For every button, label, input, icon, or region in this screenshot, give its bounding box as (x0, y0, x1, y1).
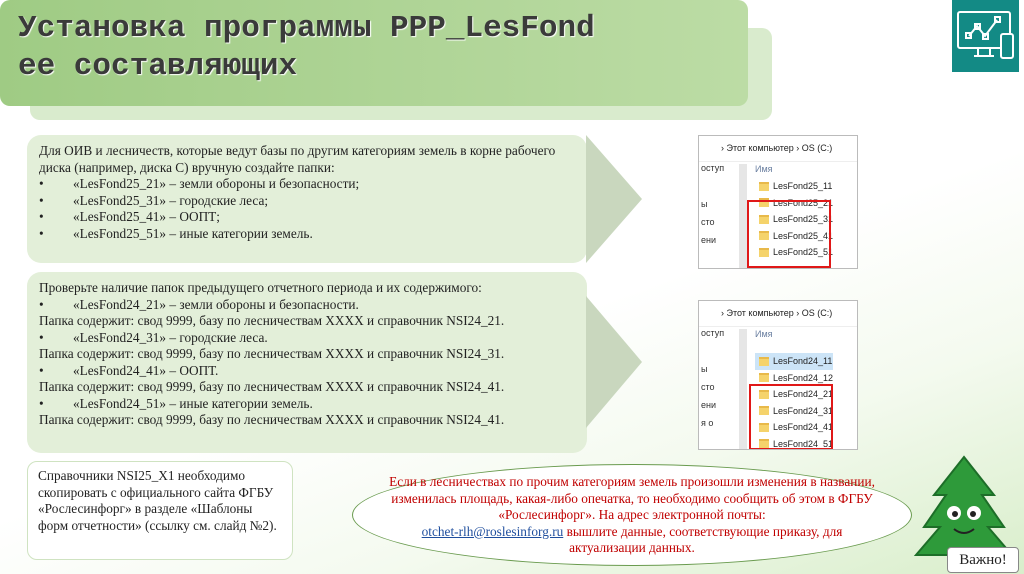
bullet: • (39, 362, 44, 378)
reference-note: Справочники NSI25_X1 необходимо скопировать с официального сайта ФГБУ «Рослесинфорг» в разделе «Шаблоны форм отчетности» (ссылку см. слайд №2). (27, 461, 293, 560)
folder-item[interactable] (755, 353, 833, 370)
folder-name: LesFond24_12 (773, 372, 834, 383)
bullet-item (39, 176, 575, 193)
alert-text-2: вышлите данные, соответствующие приказу, для актуализации данных. (563, 523, 843, 555)
line-text: Папка содержит: свод 9999, базу по лесничествам ХХХХ и справочник NSI24_31. (39, 346, 505, 361)
check-folders-intro: Проверьте наличие папок предыдущего отчетного периода и их содержимого: (39, 280, 482, 295)
bullet-item (39, 209, 575, 226)
bullet-text: «LesFond25_51» – иные категории земель. (73, 225, 313, 241)
nav-pane-item: сто (701, 382, 715, 392)
folder-name: LesFond24_41 (773, 422, 834, 433)
explorer-screenshot-2024 (698, 300, 858, 450)
folder-name: LesFond24_11 (773, 356, 833, 367)
breadcrumb: › Этот компьютер › OS (C:) (699, 136, 857, 162)
important-badge: Важно! (947, 547, 1019, 573)
bullet-item (39, 297, 575, 314)
create-folders-intro: Для ОИВ и лесничеств, которые ведут базы по другим категориям земель в корне рабочего диска (например, диска С) вручную создайте папки: (39, 143, 556, 175)
bullet-text: «LesFond25_31» – городские леса; (73, 192, 269, 208)
create-folders-box (27, 135, 587, 263)
page-title (0, 0, 748, 106)
bullet-text: «LesFond25_21» – земли обороны и безопасности; (73, 176, 360, 191)
bullet: • (39, 225, 44, 241)
bullet-item (39, 363, 575, 380)
line-text: «LesFond24_41» – ООПТ. (73, 362, 219, 378)
arrow-right-icon (586, 135, 642, 263)
folder-name: LesFond24_21 (773, 389, 834, 400)
folder-contents (39, 346, 575, 363)
check-folders-box (27, 272, 587, 453)
nav-pane-item: ы (701, 199, 708, 209)
bullet: • (39, 329, 44, 345)
bullet-item (39, 193, 575, 210)
folder-name: LesFond24_51 (773, 438, 834, 449)
bullet-item (39, 226, 575, 243)
bullet: • (39, 176, 44, 191)
bullet-text: «LesFond25_41» – ООПТ; (73, 209, 220, 224)
folder-name: LesFond25_31 (773, 214, 834, 225)
folder-contents (39, 313, 575, 330)
nav-pane-item: оступ (701, 328, 725, 338)
monitor-chart-icon (952, 0, 1019, 72)
highlight-frame (749, 384, 833, 450)
important-alert (352, 464, 912, 566)
folder-name: LesFond25_41 (773, 230, 834, 241)
folder-contents (39, 412, 575, 429)
folder-name: LesFond25_51 (773, 247, 834, 258)
nav-pane-item: ени (701, 400, 717, 410)
folder-name: LesFond25_21 (773, 197, 834, 208)
nav-pane-item: ени (701, 235, 717, 245)
folder-icon (759, 182, 769, 191)
breadcrumb: › Этот компьютер › OS (C:) (699, 301, 857, 327)
scrollbar (739, 329, 747, 449)
column-header-name: Имя (755, 329, 773, 339)
line-text: «LesFond24_51» – иные категории земель. (73, 395, 313, 411)
bullet-item (39, 396, 575, 413)
bullet-item (39, 330, 575, 347)
folder-contents (39, 379, 575, 396)
scrollbar (739, 164, 747, 268)
line-text: «LesFond24_21» – земли обороны и безопасности. (73, 296, 359, 312)
title-line-1: Установка программы PPP_LesFond (18, 11, 595, 46)
nav-pane-item: я о (701, 418, 714, 428)
arrow-right-icon (586, 296, 642, 428)
bullet: • (39, 209, 44, 224)
nav-pane-item: оступ (701, 163, 725, 173)
folder-name: LesFond24_31 (773, 405, 834, 416)
bullet: • (39, 395, 44, 411)
highlight-frame (747, 197, 834, 268)
line-text: Папка содержит: свод 9999, базу по лесничествам ХХХХ и справочник NSI24_21. (39, 313, 505, 328)
alert-text: Если в лесничествах по прочим категориям земель произошли изменения в названии, изменилась площадь, какая-либо опечатка, то необходимо сообщить об этом в ФГБУ «Рослесинфорг». На адрес электронной почты: (389, 474, 875, 522)
line-text: Папка содержит: свод 9999, базу по лесничествам ХХХХ и справочник NSI24_41. (39, 412, 505, 427)
column-header-name: Имя (755, 164, 773, 174)
nav-pane-item: сто (701, 217, 715, 227)
bullet: • (39, 192, 44, 208)
explorer-screenshot-2025 (698, 135, 858, 269)
folder-name: LesFond25_11 (773, 181, 833, 192)
title-line-2: ее составляющих (18, 49, 298, 84)
line-text: «LesFond24_31» – городские леса. (73, 329, 268, 345)
line-text: Папка содержит: свод 9999, базу по лесничествам ХХХХ и справочник NSI24_41. (39, 379, 505, 394)
folder-icon (759, 373, 769, 382)
email-link[interactable]: otchet-rlh@roslesinforg.ru (421, 523, 564, 539)
bullet: • (39, 296, 44, 312)
nav-pane-item: ы (701, 364, 708, 374)
folder-item[interactable] (755, 178, 833, 195)
folder-icon (759, 357, 769, 366)
